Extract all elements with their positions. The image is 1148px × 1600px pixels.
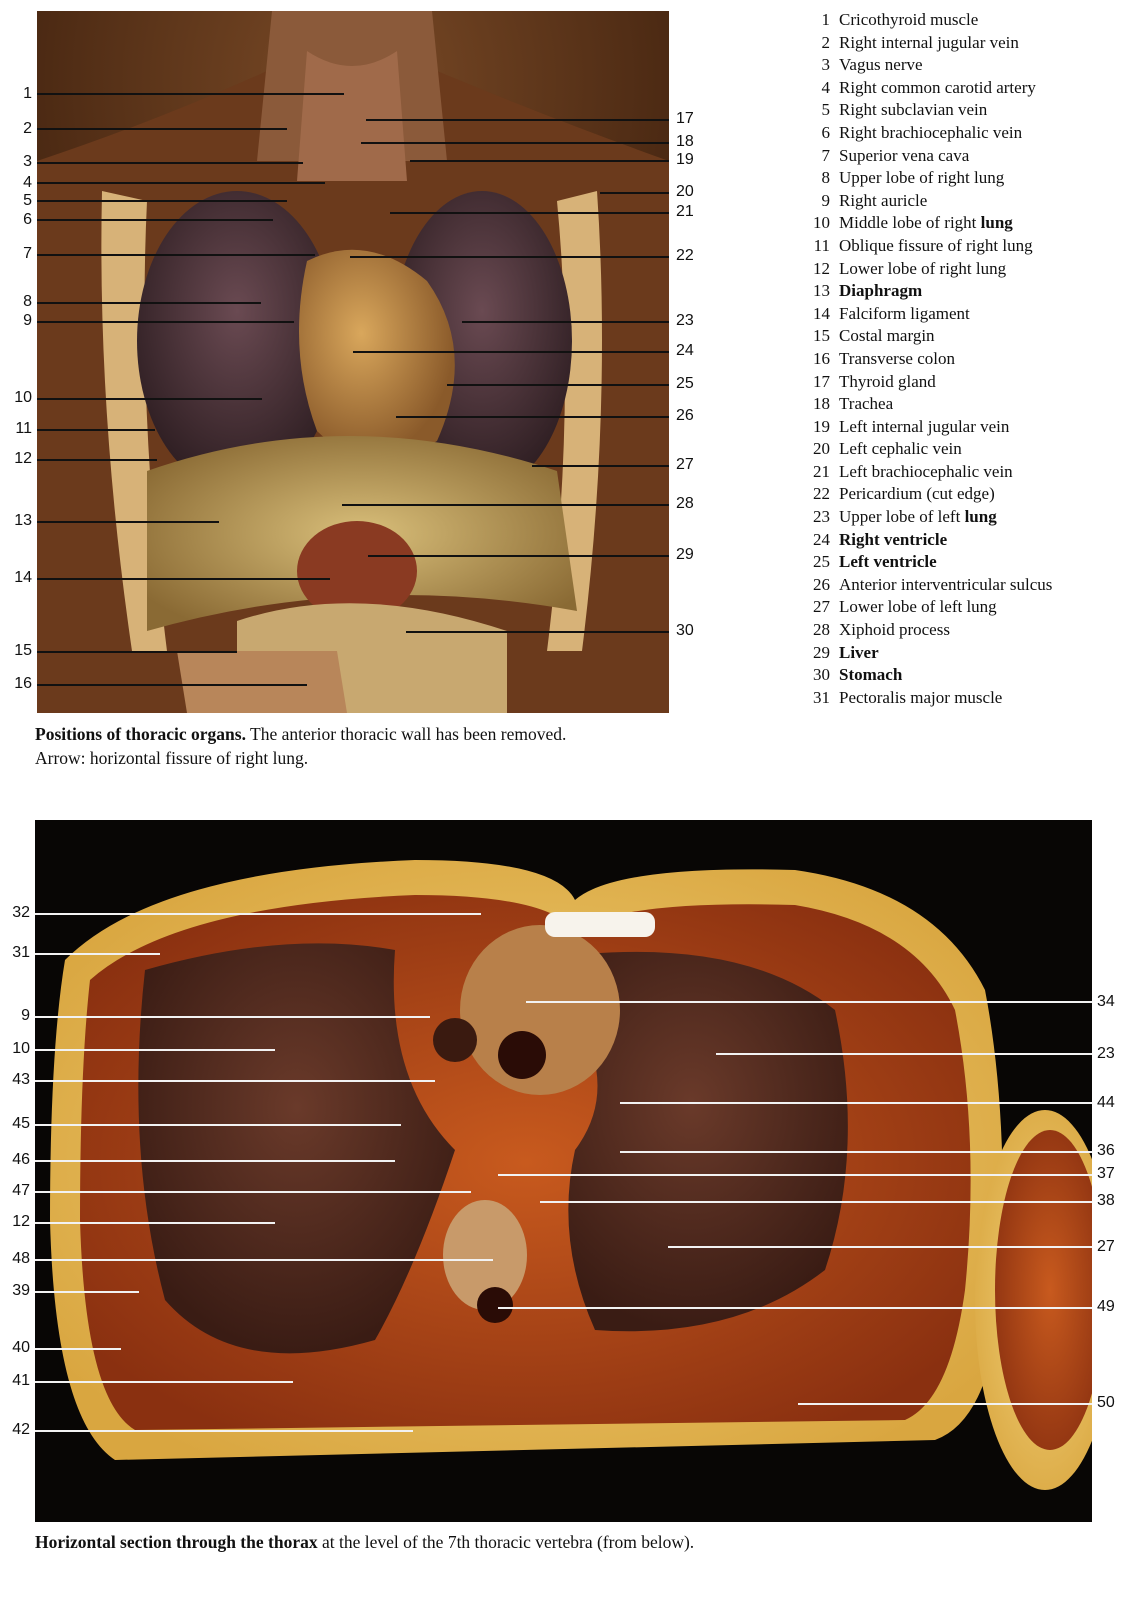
- legend-item-number: 9: [821, 190, 830, 210]
- legend-item-number: 2: [821, 32, 830, 52]
- legend-item-number: 13: [813, 281, 830, 301]
- legend-item: [796, 348, 1096, 371]
- fig2-label-40: 40: [12, 1339, 30, 1356]
- fig1-label-26: 26: [676, 407, 694, 424]
- legend-item: [796, 506, 1096, 529]
- legend-item-label: Left cephalic vein: [839, 439, 962, 459]
- legend-item: [796, 32, 1096, 55]
- fig2-label-31: 31: [12, 944, 30, 961]
- fig2-label-38: 38: [1097, 1192, 1115, 1209]
- fig1-label-9: 9: [23, 312, 32, 329]
- legend-item-label: Anterior interventricular sulcus: [839, 574, 1053, 594]
- legend-item-label: Thyroid gland: [839, 371, 936, 391]
- legend-item: [796, 483, 1096, 506]
- legend-item: [796, 687, 1096, 710]
- legend-item-number: 26: [813, 574, 830, 594]
- legend-item-label: Pericardium (cut edge): [839, 484, 995, 504]
- legend-item-label: Right brachiocephalic vein: [839, 122, 1023, 142]
- fig2-label-32: 32: [12, 904, 30, 921]
- legend-item: [796, 551, 1096, 574]
- legend-item-number: 4: [821, 77, 830, 97]
- figure2-caption: [35, 1530, 1035, 1554]
- fig1-label-24: 24: [676, 342, 694, 359]
- legend-item-number: 27: [813, 597, 830, 617]
- fig1-label-23: 23: [676, 312, 694, 329]
- legend-item-number: 11: [813, 235, 830, 255]
- legend-item: [796, 122, 1096, 145]
- legend-item-label: Cricothyroid muscle: [839, 10, 979, 29]
- legend-item-label: Xiphoid process: [839, 620, 950, 640]
- fig2-label-42: 42: [12, 1421, 30, 1438]
- legend-item-label: Oblique fissure of right lung: [839, 235, 1033, 255]
- figure2-caption-text: at the level of the 7th thoracic vertebra (from below).: [317, 1532, 695, 1552]
- fig1-label-11: 11: [15, 420, 32, 437]
- legend-item: [796, 393, 1096, 416]
- fig1-label-1: 1: [23, 85, 32, 102]
- legend-item: [796, 619, 1096, 642]
- fig1-label-29: 29: [676, 546, 694, 563]
- legend-item-number: 14: [813, 303, 830, 323]
- fig2-label-43: 43: [12, 1071, 30, 1088]
- fig1-label-14: 14: [14, 569, 32, 586]
- legend-item-number: 16: [813, 348, 830, 368]
- legend-item-number: 28: [813, 620, 830, 640]
- legend-item-number: 31: [813, 687, 830, 707]
- figure2-caption-title: Horizontal section through the thorax: [35, 1532, 318, 1552]
- legend-item-number: 1: [821, 10, 830, 29]
- fig2-label-44: 44: [1097, 1094, 1115, 1111]
- legend-item-number: 29: [813, 642, 830, 662]
- fig1-label-4: 4: [23, 174, 32, 191]
- figure1-caption-line2: Arrow: horizontal fissure of right lung.: [35, 748, 309, 768]
- legend-item-label: Falciform ligament: [839, 303, 970, 323]
- fig2-label-37: 37: [1097, 1165, 1115, 1182]
- legend-item-label: Right ventricle: [839, 529, 948, 549]
- legend-item: [796, 9, 1096, 32]
- legend-item-number: 20: [813, 439, 830, 459]
- fig1-label-27: 27: [676, 456, 694, 473]
- legend-item-number: 3: [821, 55, 830, 75]
- legend-list: [796, 9, 1096, 709]
- legend-item: [796, 416, 1096, 439]
- legend-item-label: Right subclavian vein: [839, 100, 988, 120]
- fig2-label-36: 36: [1097, 1142, 1115, 1159]
- legend-item: [796, 574, 1096, 597]
- legend-item-label: Lower lobe of left lung: [839, 597, 997, 617]
- legend-item: [796, 99, 1096, 122]
- legend-item-label: Pectoralis major muscle: [839, 687, 1003, 707]
- fig2-label-34: 34: [1097, 993, 1115, 1010]
- legend-item-number: 5: [821, 100, 830, 120]
- legend-item-label: Left brachiocephalic vein: [839, 461, 1013, 481]
- legend-item-label: Right auricle: [839, 190, 928, 210]
- fig1-label-19: 19: [676, 151, 694, 168]
- legend-item: [796, 258, 1096, 281]
- legend-item-label: Superior vena cava: [839, 145, 970, 165]
- fig1-label-30: 30: [676, 622, 694, 639]
- legend-item: [796, 190, 1096, 213]
- legend-item-number: 21: [813, 461, 830, 481]
- fig2-label-9: 9: [21, 1007, 30, 1024]
- fig2-label-45: 45: [12, 1115, 30, 1132]
- fig1-label-13: 13: [14, 512, 32, 529]
- legend-item-label: Left ventricle: [839, 552, 937, 572]
- legend-item: [796, 325, 1096, 348]
- fig1-label-28: 28: [676, 495, 694, 512]
- thorax-cross-section-photo: [35, 820, 1092, 1522]
- legend-item-number: 15: [813, 326, 830, 346]
- fig1-label-12: 12: [14, 450, 32, 467]
- fig1-label-20: 20: [676, 183, 694, 200]
- fig2-label-47: 47: [12, 1182, 30, 1199]
- fig1-label-17: 17: [676, 110, 694, 127]
- fig1-label-3: 3: [23, 153, 32, 170]
- legend-item-number: 7: [821, 145, 830, 165]
- legend-item-label: Lower lobe of right lung: [839, 258, 1007, 278]
- legend-item-label: Vagus nerve: [839, 55, 923, 75]
- legend-item: [796, 54, 1096, 77]
- legend-item: [796, 371, 1096, 394]
- legend-item: [796, 664, 1096, 687]
- legend-item-number: 6: [821, 122, 830, 142]
- legend-item-number: 10: [813, 213, 830, 233]
- fig1-label-21: 21: [676, 203, 694, 220]
- fig2-label-48: 48: [12, 1250, 30, 1267]
- legend-item-number: 12: [813, 258, 830, 278]
- fig1-label-5: 5: [23, 192, 32, 209]
- legend-item-number: 25: [813, 552, 830, 572]
- legend-item-number: 8: [821, 168, 830, 188]
- legend-item: [796, 596, 1096, 619]
- fig2-label-39: 39: [12, 1282, 30, 1299]
- legend-item: [796, 529, 1096, 552]
- legend-item-label: Liver: [839, 642, 879, 662]
- figure1-caption-text: The anterior thoracic wall has been removed.: [245, 724, 567, 744]
- legend-item-number: 22: [813, 484, 830, 504]
- fig1-label-6: 6: [23, 211, 32, 228]
- legend-item-number: 30: [813, 665, 830, 685]
- fig1-label-15: 15: [14, 642, 32, 659]
- fig2-label-10: 10: [12, 1040, 30, 1057]
- legend-item-number: 23: [813, 507, 830, 527]
- fig1-label-2: 2: [23, 120, 32, 137]
- legend-item-number: 18: [813, 394, 830, 414]
- fig1-label-7: 7: [23, 245, 32, 262]
- fig2-label-46: 46: [12, 1151, 30, 1168]
- legend-item-label: Upper lobe of left lung: [839, 507, 997, 527]
- figure1-caption: [35, 722, 715, 770]
- fig1-label-25: 25: [676, 375, 694, 392]
- legend-item: [796, 235, 1096, 258]
- legend-item-label: Trachea: [839, 394, 894, 414]
- legend-item: [796, 461, 1096, 484]
- legend-item-number: 17: [813, 371, 830, 391]
- legend-item-label: Diaphragm: [839, 281, 923, 301]
- fig1-label-22: 22: [676, 247, 694, 264]
- legend-item: [796, 303, 1096, 326]
- legend-item: [796, 145, 1096, 168]
- legend-item-label: Right common carotid artery: [839, 77, 1036, 97]
- legend-item-label: Middle lobe of right lung: [839, 213, 1013, 233]
- fig2-label-23: 23: [1097, 1045, 1115, 1062]
- fig1-label-8: 8: [23, 293, 32, 310]
- legend-item: [796, 212, 1096, 235]
- fig1-label-10: 10: [14, 389, 32, 406]
- thorax-dissection-photo: [37, 11, 669, 713]
- legend-item: [796, 642, 1096, 665]
- legend-item-number: 24: [813, 529, 830, 549]
- fig2-label-49: 49: [1097, 1298, 1115, 1315]
- figure1-caption-title: Positions of thoracic organs.: [35, 724, 246, 744]
- legend-item-label: Costal margin: [839, 326, 935, 346]
- legend-item: [796, 77, 1096, 100]
- legend-item-label: Stomach: [839, 665, 903, 685]
- legend-item-label: Transverse colon: [839, 348, 955, 368]
- legend-item-label: Left internal jugular vein: [839, 416, 1010, 436]
- legend-item: [796, 280, 1096, 303]
- legend-item-number: 19: [813, 416, 830, 436]
- fig2-label-41: 41: [12, 1372, 30, 1389]
- fig2-label-27: 27: [1097, 1238, 1115, 1255]
- legend-item-label: Upper lobe of right lung: [839, 168, 1005, 188]
- fig2-label-50: 50: [1097, 1394, 1115, 1411]
- legend-item-label: Right internal jugular vein: [839, 32, 1019, 52]
- fig2-label-12: 12: [12, 1213, 30, 1230]
- legend-item: [796, 167, 1096, 190]
- legend-item: [796, 438, 1096, 461]
- fig1-label-18: 18: [676, 133, 694, 150]
- fig1-label-16: 16: [14, 675, 32, 692]
